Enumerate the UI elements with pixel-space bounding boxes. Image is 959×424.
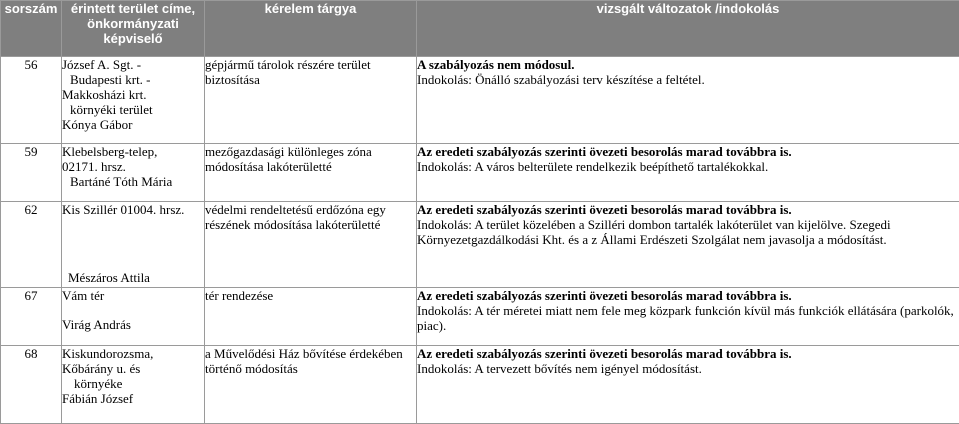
area-line: Vám tér — [62, 288, 105, 303]
header-subject: kérelem tárgya — [205, 1, 417, 57]
decision-text: A szabályozás nem módosul. — [417, 57, 575, 72]
table-row — [1, 144, 959, 202]
reason-text: Indokolás: Önálló szabályozási terv készítése a feltétel. — [417, 72, 705, 87]
decision-text: Az eredeti szabályozás szerinti övezeti besorolás marad továbbra is. — [417, 288, 792, 303]
area-line: Kiskundorozsma, — [62, 346, 154, 361]
header-num: sorszám — [1, 1, 62, 57]
changes-cell — [417, 346, 959, 424]
area-rep: Kónya Gábor — [62, 117, 133, 132]
changes-cell — [417, 144, 959, 202]
row-number: 68 — [1, 346, 62, 424]
area-cell — [62, 144, 205, 202]
subject-cell: mezőgazdasági különleges zóna módosítása lakóterületté — [205, 144, 417, 202]
reason-text: Indokolás: A város belterülete rendelkezik beépíthető tartalékokkal. — [417, 159, 769, 174]
decision-text: Az eredeti szabályozás szerinti övezeti besorolás marad továbbra is. — [417, 144, 792, 159]
reason-text: Indokolás: A terület közelében a Szilléri dombon tartalék lakóterület van kijelölve. Szegedi Környezetgazdálkodási Kht. és a z Állami Erdészeti Szolgálat nem javasolja a módosítást. — [417, 217, 891, 247]
row-number: 67 — [1, 288, 62, 346]
area-cell — [62, 57, 205, 144]
area-line: Klebelsberg-telep, — [62, 144, 158, 159]
subject-cell: a Művelődési Ház bővítése érdekében történő módosítás — [205, 346, 417, 424]
reason-text: Indokolás: A tervezett bővítés nem igényel módosítást. — [417, 361, 702, 376]
subject-cell: tér rendezése — [205, 288, 417, 346]
area-line: 02171. hrsz. — [62, 159, 126, 174]
changes-cell — [417, 202, 959, 288]
table-row — [1, 346, 959, 424]
area-rep: Mészáros Attila — [68, 270, 150, 285]
changes-cell — [417, 57, 959, 144]
area-rep: Bartáné Tóth Mária — [70, 174, 173, 189]
decision-text: Az eredeti szabályozás szerinti övezeti besorolás marad továbbra is. — [417, 346, 792, 361]
area-rep: Fábián József — [62, 391, 134, 406]
table-row — [1, 57, 959, 144]
decision-text: Az eredeti szabályozás szerinti övezeti besorolás marad továbbra is. — [417, 202, 792, 217]
subject-cell: gépjármű tárolok részére terület biztosítása — [205, 57, 417, 144]
area-line: Kőbárány u. és — [62, 361, 141, 376]
area-cell — [62, 202, 205, 288]
area-cell — [62, 288, 205, 346]
area-cell — [62, 346, 205, 424]
header-row — [1, 1, 959, 57]
row-number: 59 — [1, 144, 62, 202]
area-line: környéke — [74, 376, 123, 391]
table-row — [1, 288, 959, 346]
row-number: 62 — [1, 202, 62, 288]
area-line: Makkosházi krt. — [62, 87, 147, 102]
area-rep: Virág András — [62, 317, 131, 332]
area-line: környéki terület — [70, 102, 153, 117]
area-line: Kis Szillér 01004. hrsz. — [62, 202, 185, 217]
area-line: József A. Sgt. - — [62, 57, 142, 72]
subject-cell: védelmi rendeltetésű erdőzóna egy részének módosítása lakóterületté — [205, 202, 417, 288]
area-line: Budapesti krt. - — [70, 72, 151, 87]
table-row — [1, 202, 959, 288]
header-changes: vizsgált változatok /indokolás — [417, 1, 959, 57]
row-number: 56 — [1, 57, 62, 144]
changes-cell — [417, 288, 959, 346]
reason-text: Indokolás: A tér méretei miatt nem fele meg közpark funkción kívül más funkciók ellátására (parkolók, piac). — [417, 303, 954, 333]
header-area: érintett terület címe, önkormányzati képviselő — [62, 1, 205, 57]
